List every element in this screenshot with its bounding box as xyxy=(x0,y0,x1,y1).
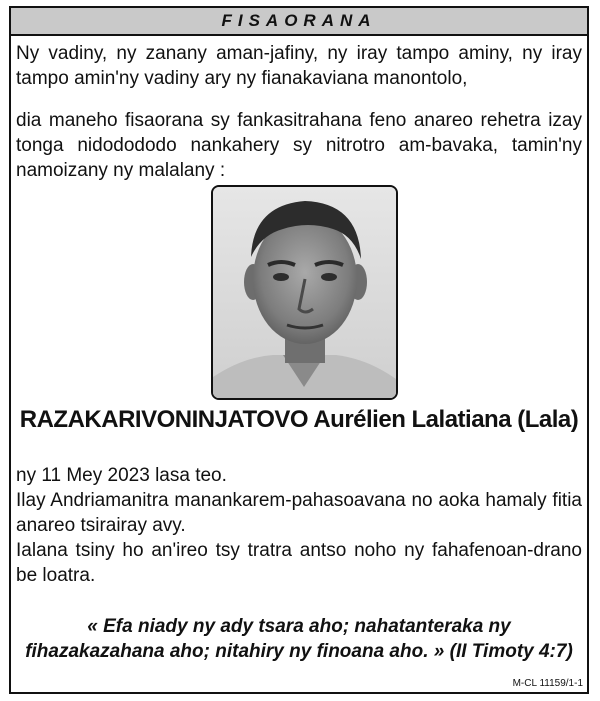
deceased-name: RAZAKARIVONINJATOVO Aurélien Lalatiana (Lala) xyxy=(19,406,579,433)
intro-line-1: Ny vadiny, ny zanany aman-jafiny, ny iray tampo aminy, ny iray tampo amin'ny vadiny ary ny fianakaviana manontolo, xyxy=(16,43,582,89)
reference-code: M-CL 11159/1-1 xyxy=(512,678,583,689)
intro-line-2: dia maneho fisaorana sy fankasitrahana feno anareo rehetra izay tonga nidodododo nankahery sy nitrotro am-bavaka, tamin'ny namoizany ny malalany : xyxy=(16,110,582,181)
header-title: FISAORANA xyxy=(221,11,377,30)
portrait-photo-icon xyxy=(213,187,396,398)
portrait-photo xyxy=(211,185,398,400)
announcement-header xyxy=(11,8,587,36)
intro-thanks xyxy=(16,108,582,183)
blessing-line: Ilay Andriamanitra manankarem-pahasoavana no aoka hamaly fitia anareo tsirairay avy. xyxy=(16,490,582,536)
apology-line: Ialana tsiny ho an'ireo tsy tratra antso noho ny fahafenoan-drano be loatra. xyxy=(16,540,582,586)
body-text xyxy=(16,463,582,588)
bible-verse: « Efa niady ny ady tsara aho; nahatanteraka ny fihazakazahana aho; nitahiry ny finoana aho. » (II Timoty 4:7) xyxy=(25,616,573,662)
date-line: ny 11 Mey 2023 lasa teo. xyxy=(16,465,227,486)
announcement-frame xyxy=(9,6,589,694)
intro-family xyxy=(16,41,582,91)
